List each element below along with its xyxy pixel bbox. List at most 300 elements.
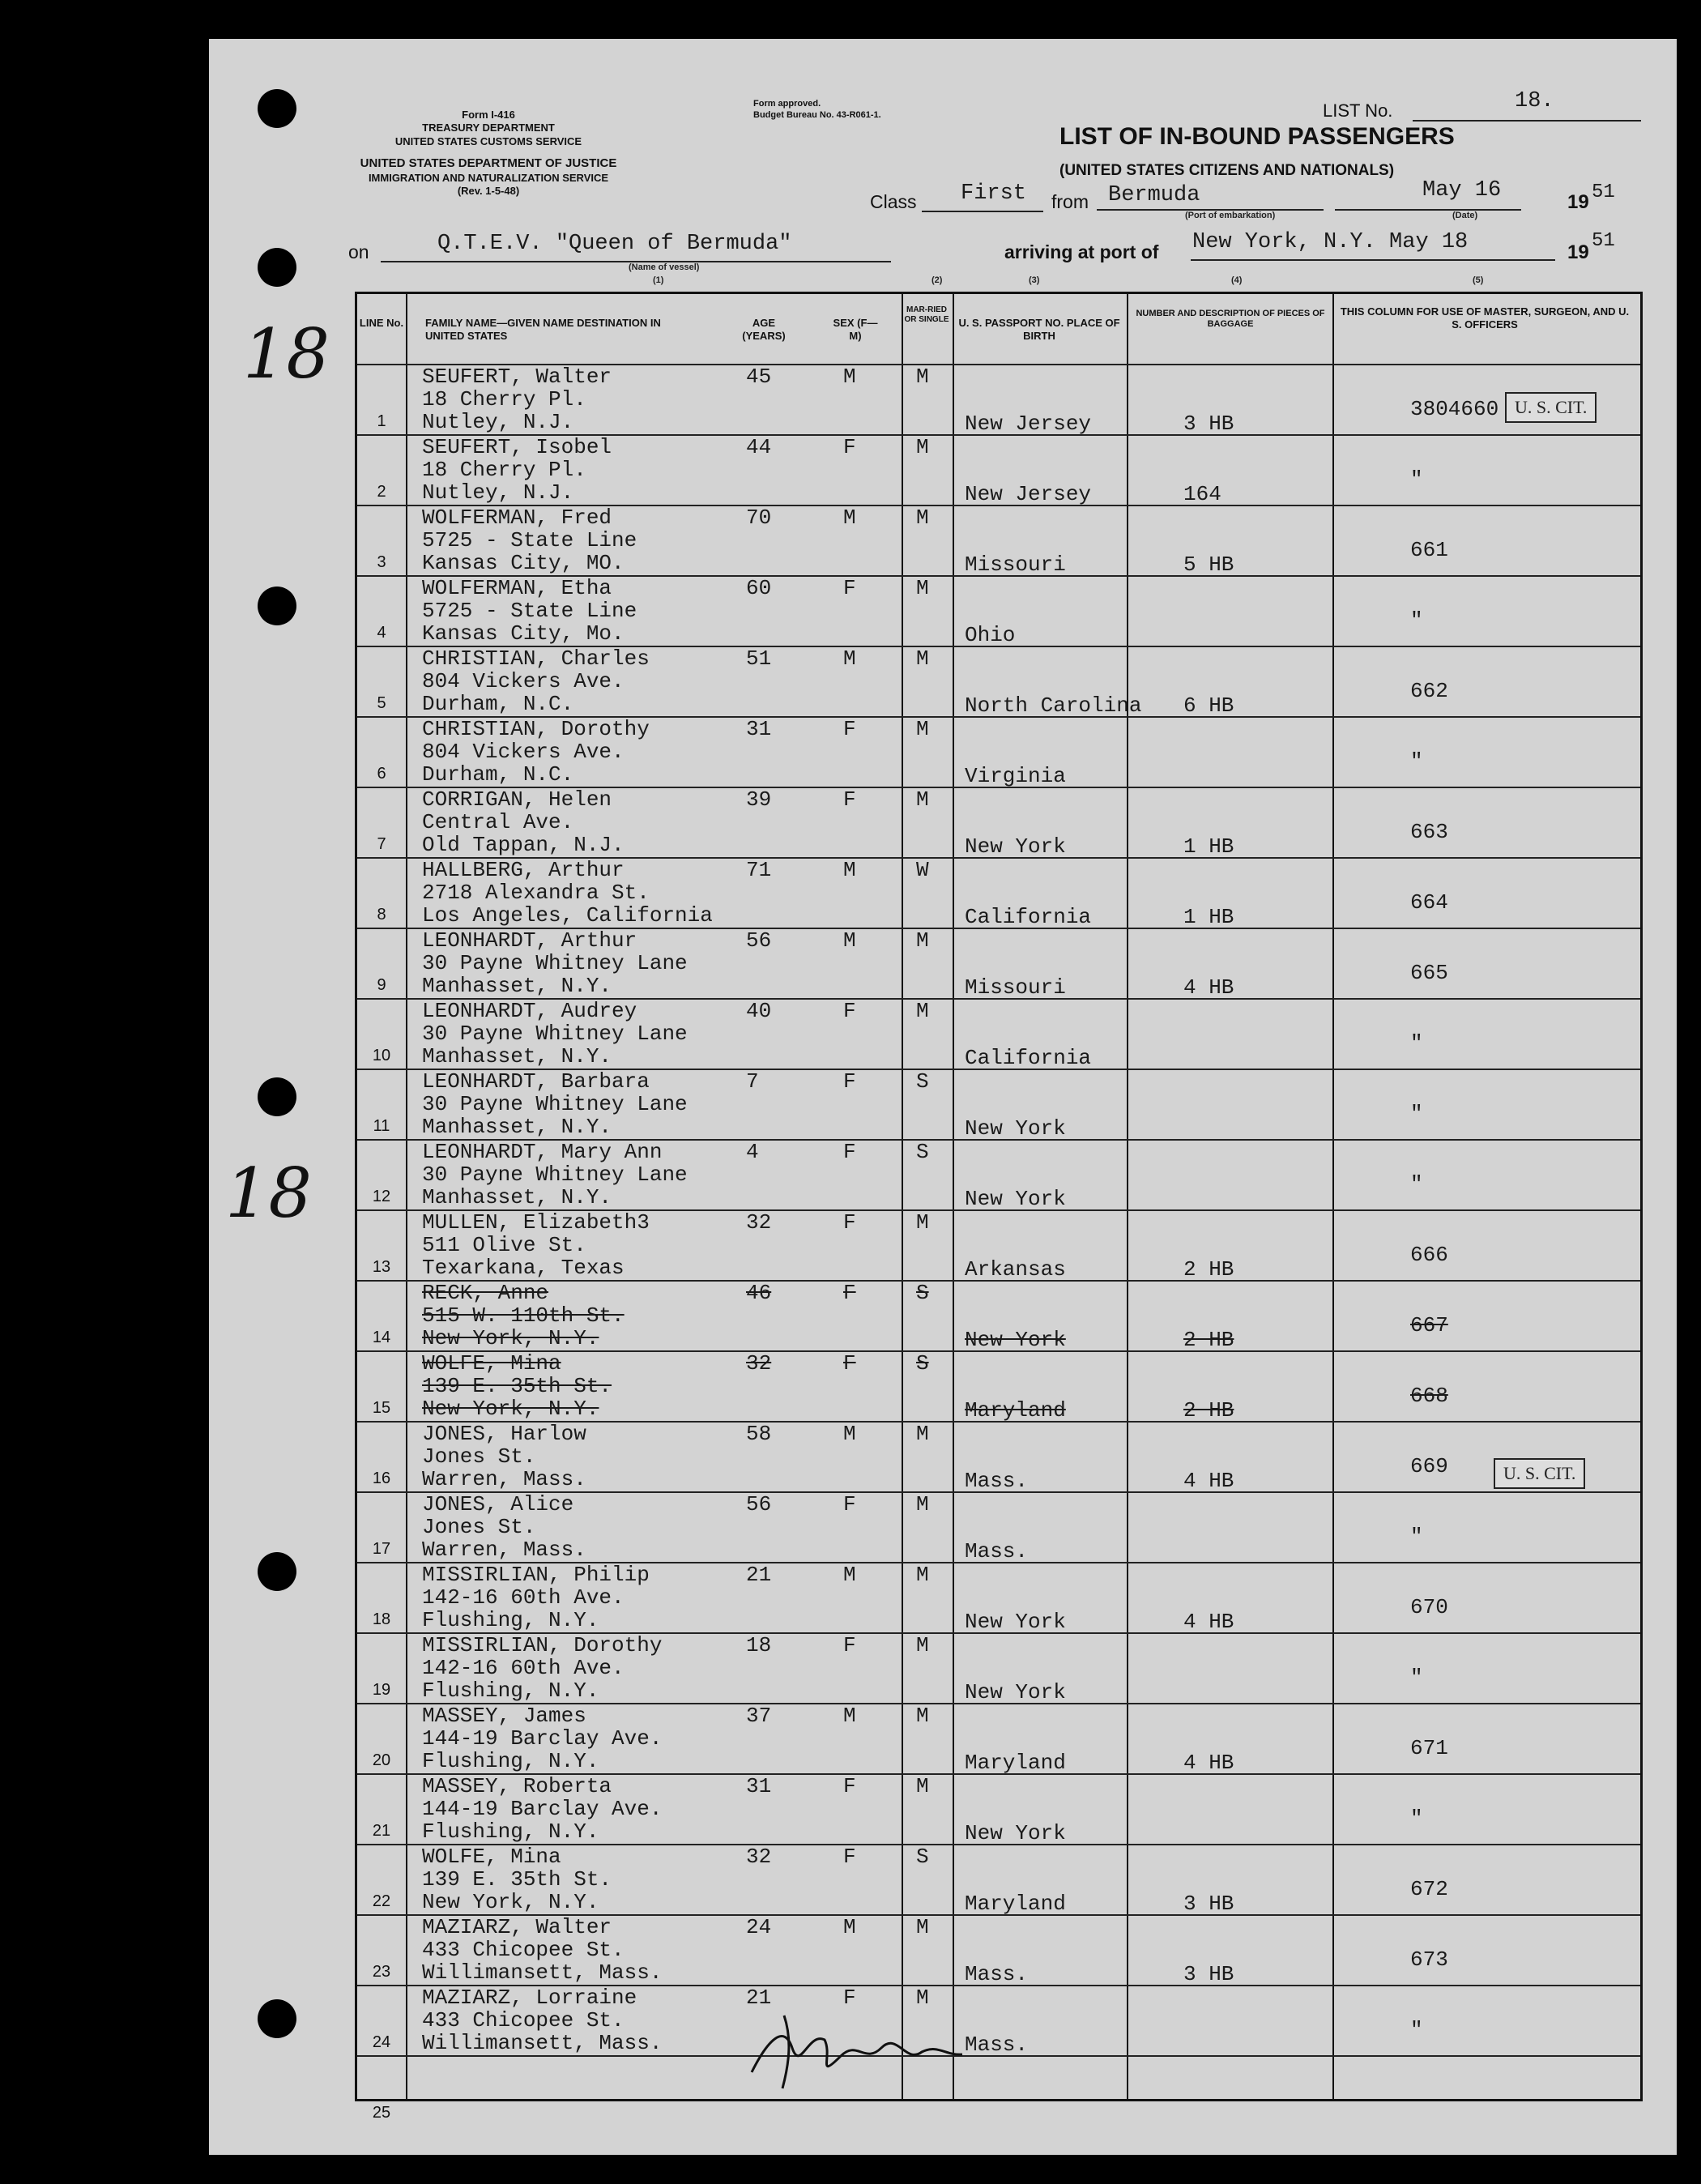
passenger-sex: F	[843, 576, 856, 600]
place-of-birth: California	[965, 1046, 1092, 1070]
officer-number: "	[1410, 2018, 1423, 2042]
address-city: Flushing, N.Y.	[422, 1608, 599, 1632]
passenger-name: CHRISTIAN, Charles	[422, 646, 650, 671]
officer-number: "	[1410, 1525, 1423, 1549]
address-city: Manhasset, N.Y.	[422, 1185, 612, 1209]
address-city: New York, N.Y.	[422, 1890, 599, 1914]
marital-status: M	[916, 1563, 929, 1587]
line-number: 24	[372, 2033, 391, 2051]
passenger-sex: F	[843, 717, 856, 741]
budget-bureau: Budget Bureau No. 43-R061-1.	[753, 109, 881, 120]
line-number: 9	[377, 976, 386, 994]
marital-status: S	[916, 1069, 929, 1094]
col-header-married: MAR-RIED OR SINGLE	[904, 305, 949, 324]
line-number: 2	[377, 483, 386, 501]
officer-signature	[735, 2007, 970, 2097]
address-street: Central Ave.	[422, 810, 574, 834]
line-number: 23	[372, 1963, 391, 1981]
address-street: 804 Vickers Ave.	[422, 669, 625, 693]
passenger-sex: F	[843, 1351, 856, 1376]
punch-hole	[258, 1077, 296, 1116]
address-city: New York, N.Y.	[422, 1397, 599, 1421]
passenger-sex: F	[843, 1492, 856, 1516]
marital-status: S	[916, 1281, 929, 1305]
passenger-age: 39	[746, 787, 772, 812]
address-street: 144-19 Barclay Ave.	[422, 1797, 663, 1821]
officer-number: 669	[1410, 1454, 1448, 1478]
passenger-age: 32	[746, 1845, 772, 1869]
address-street: 144-19 Barclay Ave.	[422, 1726, 663, 1751]
passenger-name: MAZIARZ, Walter	[422, 1915, 612, 1939]
officer-number: 663	[1410, 820, 1448, 844]
marital-status: M	[916, 1704, 929, 1728]
marital-status: M	[916, 1633, 929, 1657]
address-street: 511 Olive St.	[422, 1233, 586, 1257]
marital-status: M	[916, 787, 929, 812]
table-row	[357, 1139, 1640, 1211]
marital-status: M	[916, 365, 929, 389]
passenger-age: 4	[746, 1140, 759, 1164]
table-row	[357, 928, 1640, 1000]
handwritten-18-top: 18	[243, 314, 330, 394]
form-revision: (Rev. 1-5-48)	[457, 184, 520, 197]
passenger-sex: F	[843, 999, 856, 1023]
table-row	[357, 2055, 1640, 2127]
punch-hole	[258, 89, 296, 128]
passenger-age: 18	[746, 1633, 772, 1657]
on-label: on	[348, 241, 369, 262]
officer-number: 672	[1410, 1877, 1448, 1901]
passenger-sex: F	[843, 1140, 856, 1164]
col-header-sex: SEX (F—M)	[833, 317, 878, 342]
passenger-sex: M	[843, 646, 856, 671]
address-city: Manhasset, N.Y.	[422, 1115, 612, 1139]
passenger-age: 45	[746, 365, 772, 389]
passenger-name: MISSIRLIAN, Dorothy	[422, 1633, 663, 1657]
place-of-birth: Mass.	[965, 1962, 1029, 1986]
passenger-age: 32	[746, 1351, 772, 1376]
officer-number: 673	[1410, 1947, 1448, 1972]
form-subtitle: (UNITED STATES CITIZENS AND NATIONALS)	[1059, 162, 1395, 179]
table-row	[357, 1421, 1640, 1493]
officer-number: "	[1410, 1102, 1423, 1126]
passenger-sex: F	[843, 787, 856, 812]
baggage: 3 HB	[1183, 1962, 1234, 1986]
address-city: Flushing, N.Y.	[422, 1819, 599, 1844]
baggage: 3 HB	[1183, 412, 1234, 436]
table-row	[357, 1562, 1640, 1634]
address-street: 433 Chicopee St.	[422, 1938, 625, 1962]
passenger-name: MAZIARZ, Lorraine	[422, 1986, 637, 2010]
address-street: 18 Cherry Pl.	[422, 458, 586, 482]
from-label: from	[1051, 191, 1089, 212]
form-number: Form I-416	[462, 109, 515, 121]
col-header-name: FAMILY NAME—GIVEN NAME DESTINATION IN UNITED STATES	[425, 317, 661, 342]
table-row	[357, 1914, 1640, 1986]
passenger-sex: F	[843, 1281, 856, 1305]
marital-status: M	[916, 576, 929, 600]
officer-number: 664	[1410, 890, 1448, 915]
list-no-value: 18.	[1515, 89, 1554, 113]
address-street: 142-16 60th Ave.	[422, 1585, 625, 1610]
marital-status: S	[916, 1845, 929, 1869]
table-row	[357, 434, 1640, 506]
passenger-age: 44	[746, 435, 772, 459]
passenger-name: MASSEY, James	[422, 1704, 586, 1728]
marital-status: M	[916, 1422, 929, 1446]
place-of-birth: New Jersey	[965, 412, 1092, 436]
passenger-sex: M	[843, 858, 856, 882]
table-row	[357, 364, 1640, 436]
officer-number: 3804660	[1410, 397, 1499, 421]
from-value: Bermuda	[1108, 183, 1200, 207]
passenger-name: JONES, Alice	[422, 1492, 574, 1516]
embark-year: 51	[1592, 181, 1615, 203]
officer-number: "	[1410, 1806, 1423, 1831]
place-of-birth: Mass.	[965, 2033, 1029, 2057]
place-of-birth: California	[965, 905, 1092, 929]
col-header-passport: U. S. PASSPORT NO. PLACE OF BIRTH	[958, 317, 1120, 342]
table-row	[357, 1209, 1640, 1282]
passenger-name: CORRIGAN, Helen	[422, 787, 612, 812]
table-row	[357, 1350, 1640, 1423]
address-city: Durham, N.C.	[422, 762, 574, 787]
address-street: 18 Cherry Pl.	[422, 387, 586, 412]
marital-status: M	[916, 435, 929, 459]
baggage: 4 HB	[1183, 975, 1234, 1000]
passenger-name: WOLFERMAN, Etha	[422, 576, 612, 600]
place-of-birth: Missouri	[965, 552, 1066, 577]
passenger-table	[355, 292, 1643, 2122]
form-approved: Form approved.	[753, 99, 821, 109]
officer-number: "	[1410, 1172, 1423, 1197]
place-of-birth: Maryland	[965, 1398, 1066, 1423]
col-header-baggage: NUMBER AND DESCRIPTION OF PIECES OF BAGGAGE	[1136, 309, 1325, 330]
passenger-name: WOLFERMAN, Fred	[422, 505, 612, 530]
dept-customs: UNITED STATES CUSTOMS SERVICE	[394, 134, 582, 147]
arriving-label: arriving at port of	[1004, 241, 1159, 262]
address-street: 139 E. 35th St.	[422, 1374, 612, 1398]
address-city: Kansas City, MO.	[422, 551, 625, 575]
baggage: 1 HB	[1183, 834, 1234, 859]
address-city: Los Angeles, California	[422, 903, 713, 928]
place-of-birth: New York	[965, 834, 1066, 859]
table-row	[357, 1773, 1640, 1845]
officer-number: 667	[1410, 1313, 1448, 1337]
table-row	[357, 1491, 1640, 1563]
baggage: 4 HB	[1183, 1469, 1234, 1493]
col-num-3: (3)	[1029, 275, 1040, 285]
passenger-age: 24	[746, 1915, 772, 1939]
address-street: 30 Payne Whitney Lane	[422, 951, 688, 975]
col-num-4: (4)	[1231, 275, 1243, 285]
table-row	[357, 998, 1640, 1070]
form-title: LIST OF IN-BOUND PASSENGERS	[1059, 123, 1455, 150]
punch-hole	[258, 1999, 296, 2038]
passenger-sex: F	[843, 1633, 856, 1657]
place-of-birth: New York	[965, 1328, 1066, 1352]
baggage: 164	[1183, 482, 1221, 506]
line-number: 22	[372, 1892, 391, 1910]
address-street: 804 Vickers Ave.	[422, 740, 625, 764]
date-line	[1335, 209, 1521, 211]
approval-block	[753, 99, 881, 122]
place-of-birth: New York	[965, 1187, 1066, 1211]
table-row	[357, 646, 1640, 718]
list-no-label: LIST No.	[1323, 100, 1393, 121]
passenger-age: 56	[746, 1492, 772, 1516]
marital-status: M	[916, 928, 929, 953]
place-of-birth: Mass.	[965, 1469, 1029, 1493]
passenger-name: LEONHARDT, Barbara	[422, 1069, 650, 1094]
passenger-age: 71	[746, 858, 772, 882]
address-street: 30 Payne Whitney Lane	[422, 1092, 688, 1116]
line-number: 6	[377, 765, 386, 783]
passenger-name: MULLEN, Elizabeth3	[422, 1210, 650, 1235]
arrival-year: 51	[1592, 230, 1615, 252]
officer-number: 666	[1410, 1243, 1448, 1267]
address-city: Flushing, N.Y.	[422, 1679, 599, 1703]
us-citizen-stamp: U. S. CIT.	[1494, 1458, 1585, 1489]
dept-ins: IMMIGRATION AND NATURALIZATION SERVICE	[368, 171, 609, 184]
officer-number: 668	[1410, 1384, 1448, 1408]
table-row	[357, 1985, 1640, 2057]
punch-hole	[258, 1552, 296, 1591]
address-city: Warren, Mass.	[422, 1538, 586, 1562]
passenger-age: 58	[746, 1422, 772, 1446]
marital-status: M	[916, 999, 929, 1023]
line-number: 14	[372, 1329, 391, 1346]
baggage: 5 HB	[1183, 552, 1234, 577]
address-city: Willimansett, Mass.	[422, 1960, 663, 1985]
table-row	[357, 1632, 1640, 1704]
marital-status: M	[916, 1492, 929, 1516]
officer-number: 670	[1410, 1595, 1448, 1619]
passenger-name: WOLFE, Mina	[422, 1351, 561, 1376]
marital-status: M	[916, 717, 929, 741]
passenger-age: 40	[746, 999, 772, 1023]
place-of-birth: New Jersey	[965, 482, 1092, 506]
passenger-name: HALLBERG, Arthur	[422, 858, 625, 882]
officer-number: 665	[1410, 961, 1448, 985]
line-number: 20	[372, 1751, 391, 1769]
arrival-year-prefix: 19	[1567, 241, 1589, 263]
passenger-age: 46	[746, 1281, 772, 1305]
table-row	[357, 1844, 1640, 1916]
passenger-name: MISSIRLIAN, Philip	[422, 1563, 650, 1587]
officer-number: 662	[1410, 679, 1448, 703]
line-number: 1	[377, 412, 386, 430]
place-of-birth: New York	[965, 1821, 1066, 1845]
line-number: 8	[377, 906, 386, 924]
passenger-age: 70	[746, 505, 772, 530]
address-city: Kansas City, Mo.	[422, 621, 625, 646]
line-number: 16	[372, 1470, 391, 1487]
passenger-age: 60	[746, 576, 772, 600]
class-value: First	[961, 181, 1027, 206]
punch-hole	[258, 587, 296, 625]
dept-justice: UNITED STATES DEPARTMENT OF JUSTICE	[360, 156, 617, 170]
passenger-sex: M	[843, 1915, 856, 1939]
passenger-sex: F	[843, 1986, 856, 2010]
passenger-sex: M	[843, 1422, 856, 1446]
officer-number: 661	[1410, 538, 1448, 562]
address-city: Nutley, N.J.	[422, 410, 574, 434]
line-number: 18	[372, 1610, 391, 1628]
punch-hole	[258, 248, 296, 287]
line-number: 13	[372, 1258, 391, 1276]
address-city: Warren, Mass.	[422, 1467, 586, 1491]
class-label: Class	[870, 191, 917, 212]
officer-number: "	[1410, 1031, 1423, 1056]
officer-number: "	[1410, 749, 1423, 774]
address-street: 30 Payne Whitney Lane	[422, 1022, 688, 1046]
line-number: 21	[372, 1822, 391, 1840]
header-agency-block	[355, 109, 622, 198]
baggage: 6 HB	[1183, 693, 1234, 718]
passenger-sex: F	[843, 1845, 856, 1869]
baggage: 4 HB	[1183, 1610, 1234, 1634]
passenger-sex: F	[843, 1774, 856, 1798]
line-number: 4	[377, 624, 386, 642]
officer-number: "	[1410, 467, 1423, 492]
passenger-name: CHRISTIAN, Dorothy	[422, 717, 650, 741]
passenger-name: LEONHARDT, Arthur	[422, 928, 637, 953]
port-embark-caption: (Port of embarkation)	[1185, 211, 1276, 220]
col-num-1: (1)	[653, 275, 664, 285]
address-city: Durham, N.C.	[422, 692, 574, 716]
address-street: Jones St.	[422, 1515, 536, 1539]
place-of-birth: North Carolina	[965, 693, 1142, 718]
passenger-age: 21	[746, 1986, 772, 2010]
marital-status: M	[916, 646, 929, 671]
address-city: Manhasset, N.Y.	[422, 1044, 612, 1069]
arrival-value: New York, N.Y. May 18	[1192, 230, 1469, 254]
place-of-birth: Maryland	[965, 1751, 1066, 1775]
passenger-sex: F	[843, 435, 856, 459]
passenger-age: 32	[746, 1210, 772, 1235]
passenger-sex: M	[843, 928, 856, 953]
table-row	[357, 857, 1640, 929]
line-number: 5	[377, 694, 386, 712]
passenger-age: 31	[746, 1774, 772, 1798]
vessel-name: Q.T.E.V. "Queen of Bermuda"	[437, 232, 792, 256]
col-header-officers: THIS COLUMN FOR USE OF MASTER, SURGEON, AND U. S. OFFICERS	[1340, 305, 1630, 331]
address-city: New York, N.Y.	[422, 1326, 599, 1350]
line-number: 11	[373, 1117, 390, 1135]
place-of-birth: Maryland	[965, 1892, 1066, 1916]
passenger-age: 7	[746, 1069, 759, 1094]
address-street: 433 Chicopee St.	[422, 2008, 625, 2033]
passenger-name: LEONHARDT, Mary Ann	[422, 1140, 663, 1164]
list-no-line	[1413, 120, 1641, 122]
baggage: 2 HB	[1183, 1257, 1234, 1282]
address-street: 515 W. 110th St.	[422, 1303, 625, 1328]
table-row	[357, 716, 1640, 788]
passenger-sex: M	[843, 1563, 856, 1587]
passenger-name: SEUFERT, Isobel	[422, 435, 612, 459]
marital-status: M	[916, 1774, 929, 1798]
baggage: 3 HB	[1183, 1892, 1234, 1916]
address-street: 5725 - State Line	[422, 528, 637, 552]
line-number: 7	[377, 835, 386, 853]
address-city: Flushing, N.Y.	[422, 1749, 599, 1773]
col-header-line: LINE No.	[359, 317, 404, 329]
line-number: 25	[372, 2104, 391, 2122]
line-number: 10	[372, 1047, 391, 1064]
place-of-birth: New York	[965, 1610, 1066, 1634]
address-street: Jones St.	[422, 1444, 536, 1469]
place-of-birth: Ohio	[965, 623, 1016, 647]
year-prefix: 19	[1567, 191, 1589, 213]
address-street: 30 Payne Whitney Lane	[422, 1162, 688, 1187]
passenger-sex: M	[843, 505, 856, 530]
passenger-sex: F	[843, 1210, 856, 1235]
place-of-birth: Virginia	[965, 764, 1066, 788]
passenger-name: SEUFERT, Walter	[422, 365, 612, 389]
address-street: 142-16 60th Ave.	[422, 1656, 625, 1680]
place-of-birth: New York	[965, 1116, 1066, 1141]
passenger-name: WOLFE, Mina	[422, 1845, 561, 1869]
table-row	[357, 787, 1640, 859]
marital-status: M	[916, 1986, 929, 2010]
officer-number: 671	[1410, 1736, 1448, 1760]
dept-treasury: TREASURY DEPARTMENT	[422, 122, 555, 134]
passenger-age: 37	[746, 1704, 772, 1728]
marital-status: M	[916, 505, 929, 530]
table-row	[357, 1280, 1640, 1352]
manifest-sheet	[209, 39, 1677, 2155]
address-street: 2718 Alexandra St.	[422, 881, 650, 905]
table-row	[357, 575, 1640, 647]
line-number: 3	[377, 553, 386, 571]
marital-status: M	[916, 1915, 929, 1939]
arrival-line	[1191, 259, 1555, 261]
us-citizen-stamp: U. S. CIT.	[1505, 392, 1597, 423]
passenger-name: LEONHARDT, Audrey	[422, 999, 637, 1023]
passenger-name: MASSEY, Roberta	[422, 1774, 612, 1798]
baggage: 2 HB	[1183, 1328, 1234, 1352]
marital-status: M	[916, 1210, 929, 1235]
passenger-age: 51	[746, 646, 772, 671]
col-num-2: (2)	[932, 275, 943, 285]
line-number: 19	[372, 1681, 391, 1699]
marital-status: S	[916, 1140, 929, 1164]
date-caption: (Date)	[1452, 211, 1478, 220]
line-number: 12	[372, 1188, 391, 1205]
officer-number: "	[1410, 608, 1423, 633]
line-number: 15	[372, 1399, 391, 1417]
vessel-caption: (Name of vessel)	[629, 262, 700, 272]
passenger-age: 56	[746, 928, 772, 953]
embark-date: May 16	[1422, 178, 1502, 203]
passenger-age: 21	[746, 1563, 772, 1587]
passenger-age: 31	[746, 717, 772, 741]
address-city: Manhasset, N.Y.	[422, 974, 612, 998]
line-number: 17	[372, 1540, 391, 1558]
handwritten-18-mid: 18	[225, 1154, 312, 1233]
address-city: Nutley, N.J.	[422, 480, 574, 505]
officer-number: "	[1410, 1666, 1423, 1690]
address-street: 139 E. 35th St.	[422, 1867, 612, 1892]
passenger-name: RECK, Anne	[422, 1281, 549, 1305]
address-street: 5725 - State Line	[422, 599, 637, 623]
place-of-birth: New York	[965, 1680, 1066, 1704]
marital-status: S	[916, 1351, 929, 1376]
baggage: 2 HB	[1183, 1398, 1234, 1423]
passenger-sex: F	[843, 1069, 856, 1094]
marital-status: W	[916, 858, 929, 882]
